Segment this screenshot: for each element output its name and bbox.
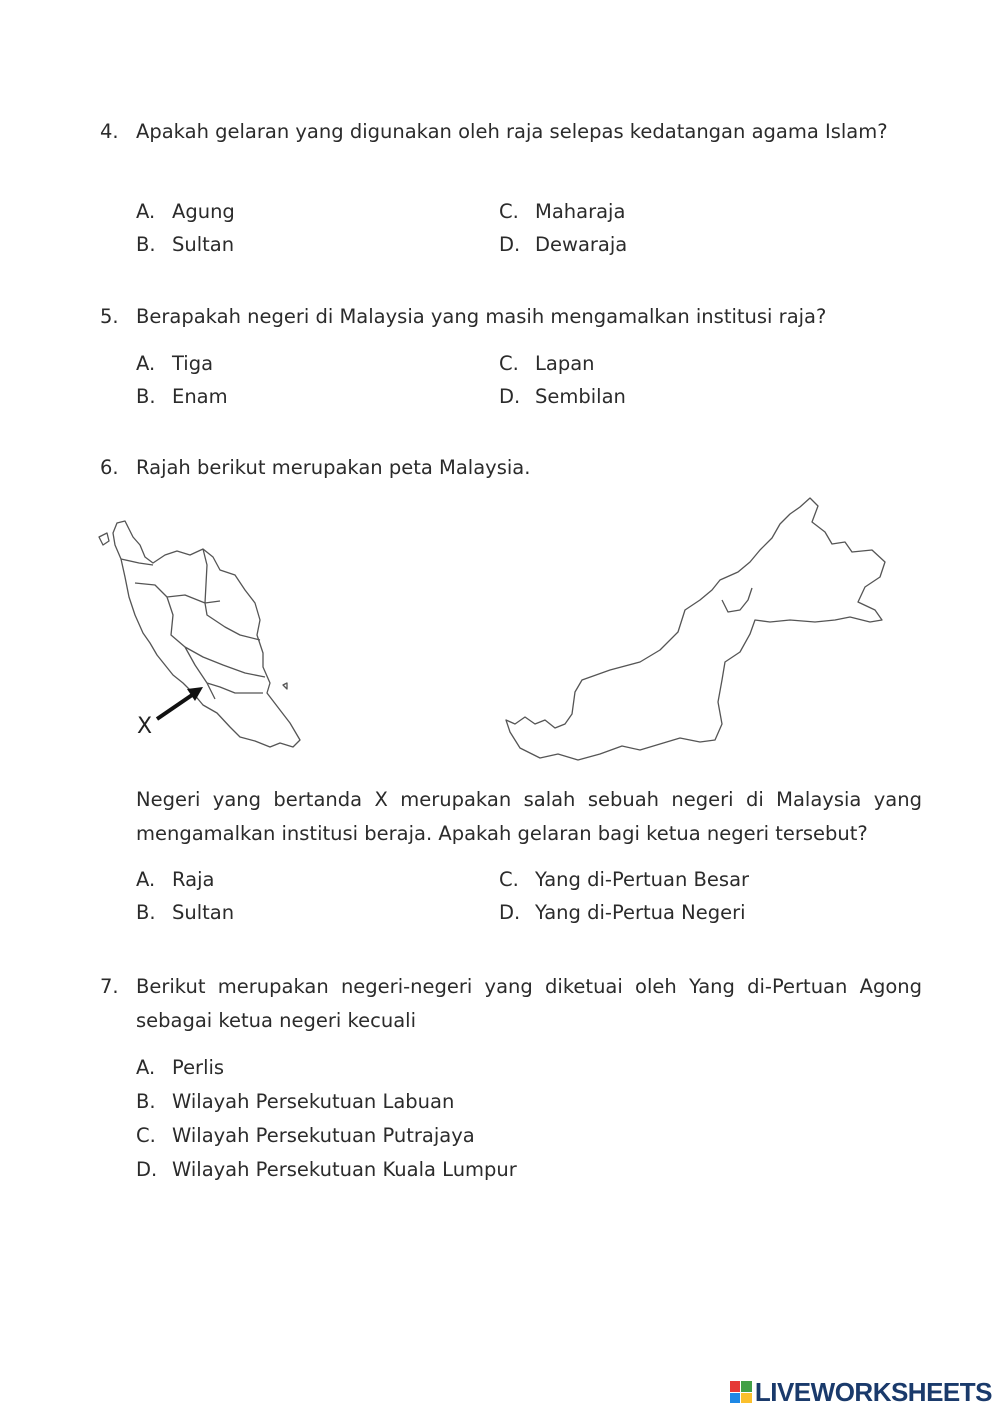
option-c[interactable]: C. Yang di-Pertuan Besar (499, 868, 750, 891)
question-6-followup (100, 783, 922, 851)
option-c[interactable]: C. Wilayah Persekutuan Putrajaya (136, 1124, 475, 1147)
question-followup-text: Negeri yang bertanda X merupakan salah sebuah negeri di Malaysia yang mengamalkan institusi beraja. Apakah gelaran bagi ketua negeri tersebut? (136, 788, 922, 845)
option-d[interactable]: D. Yang di-Pertua Negeri (499, 901, 746, 924)
question-number: 4. (100, 120, 119, 143)
sabah-sarawak-outline (506, 498, 885, 760)
island-langkawi (99, 533, 109, 545)
option-d[interactable]: D. Dewaraja (499, 233, 628, 256)
option-d[interactable]: D. Wilayah Persekutuan Kuala Lumpur (136, 1158, 517, 1181)
map-label-x: X (137, 714, 153, 739)
option-d[interactable]: D. Sembilan (499, 385, 626, 408)
question-text: Berapakah negeri di Malaysia yang masih mengamalkan institusi raja? (136, 305, 827, 328)
option-c[interactable]: C. Lapan (499, 352, 595, 375)
option-b[interactable]: B. Enam (136, 385, 228, 408)
option-a[interactable]: A. Agung (136, 200, 235, 223)
east-malaysia-map (500, 492, 900, 772)
question-number: 5. (100, 305, 119, 328)
question-text: Rajah berikut merupakan peta Malaysia. (136, 456, 531, 479)
state-border (722, 588, 752, 612)
option-a[interactable]: A. Perlis (136, 1056, 225, 1079)
question-6 (100, 451, 922, 485)
island-small (283, 683, 287, 689)
question-5 (100, 300, 922, 334)
state-borders (121, 549, 265, 699)
question-number: 7. (100, 975, 119, 998)
option-c[interactable]: C. Maharaja (499, 200, 626, 223)
option-a[interactable]: A. Raja (136, 868, 215, 891)
peninsular-malaysia-map (95, 515, 310, 755)
question-7 (100, 970, 922, 1038)
option-b[interactable]: B. Wilayah Persekutuan Labuan (136, 1090, 455, 1113)
liveworksheets-logo (730, 1377, 992, 1407)
brand-name: LIVEWORKSHEETS (754, 1376, 992, 1407)
question-4 (100, 115, 922, 149)
option-b[interactable]: B. Sultan (136, 901, 235, 924)
question-text: Berikut merupakan negeri-negeri yang diketuai oleh Yang di-Pertuan Agong sebagai ketua negeri kecuali (136, 975, 922, 1032)
option-b[interactable]: B. Sultan (136, 233, 235, 256)
logo-cell (741, 1393, 752, 1404)
option-a[interactable]: A. Tiga (136, 352, 214, 375)
question-number: 6. (100, 456, 119, 479)
question-text: Apakah gelaran yang digunakan oleh raja selepas kedatangan agama Islam? (136, 120, 888, 143)
logo-cell (730, 1393, 741, 1404)
logo-icon (730, 1381, 752, 1403)
arrow-line (157, 693, 195, 719)
logo-cell (741, 1381, 752, 1392)
logo-cell (730, 1381, 741, 1392)
